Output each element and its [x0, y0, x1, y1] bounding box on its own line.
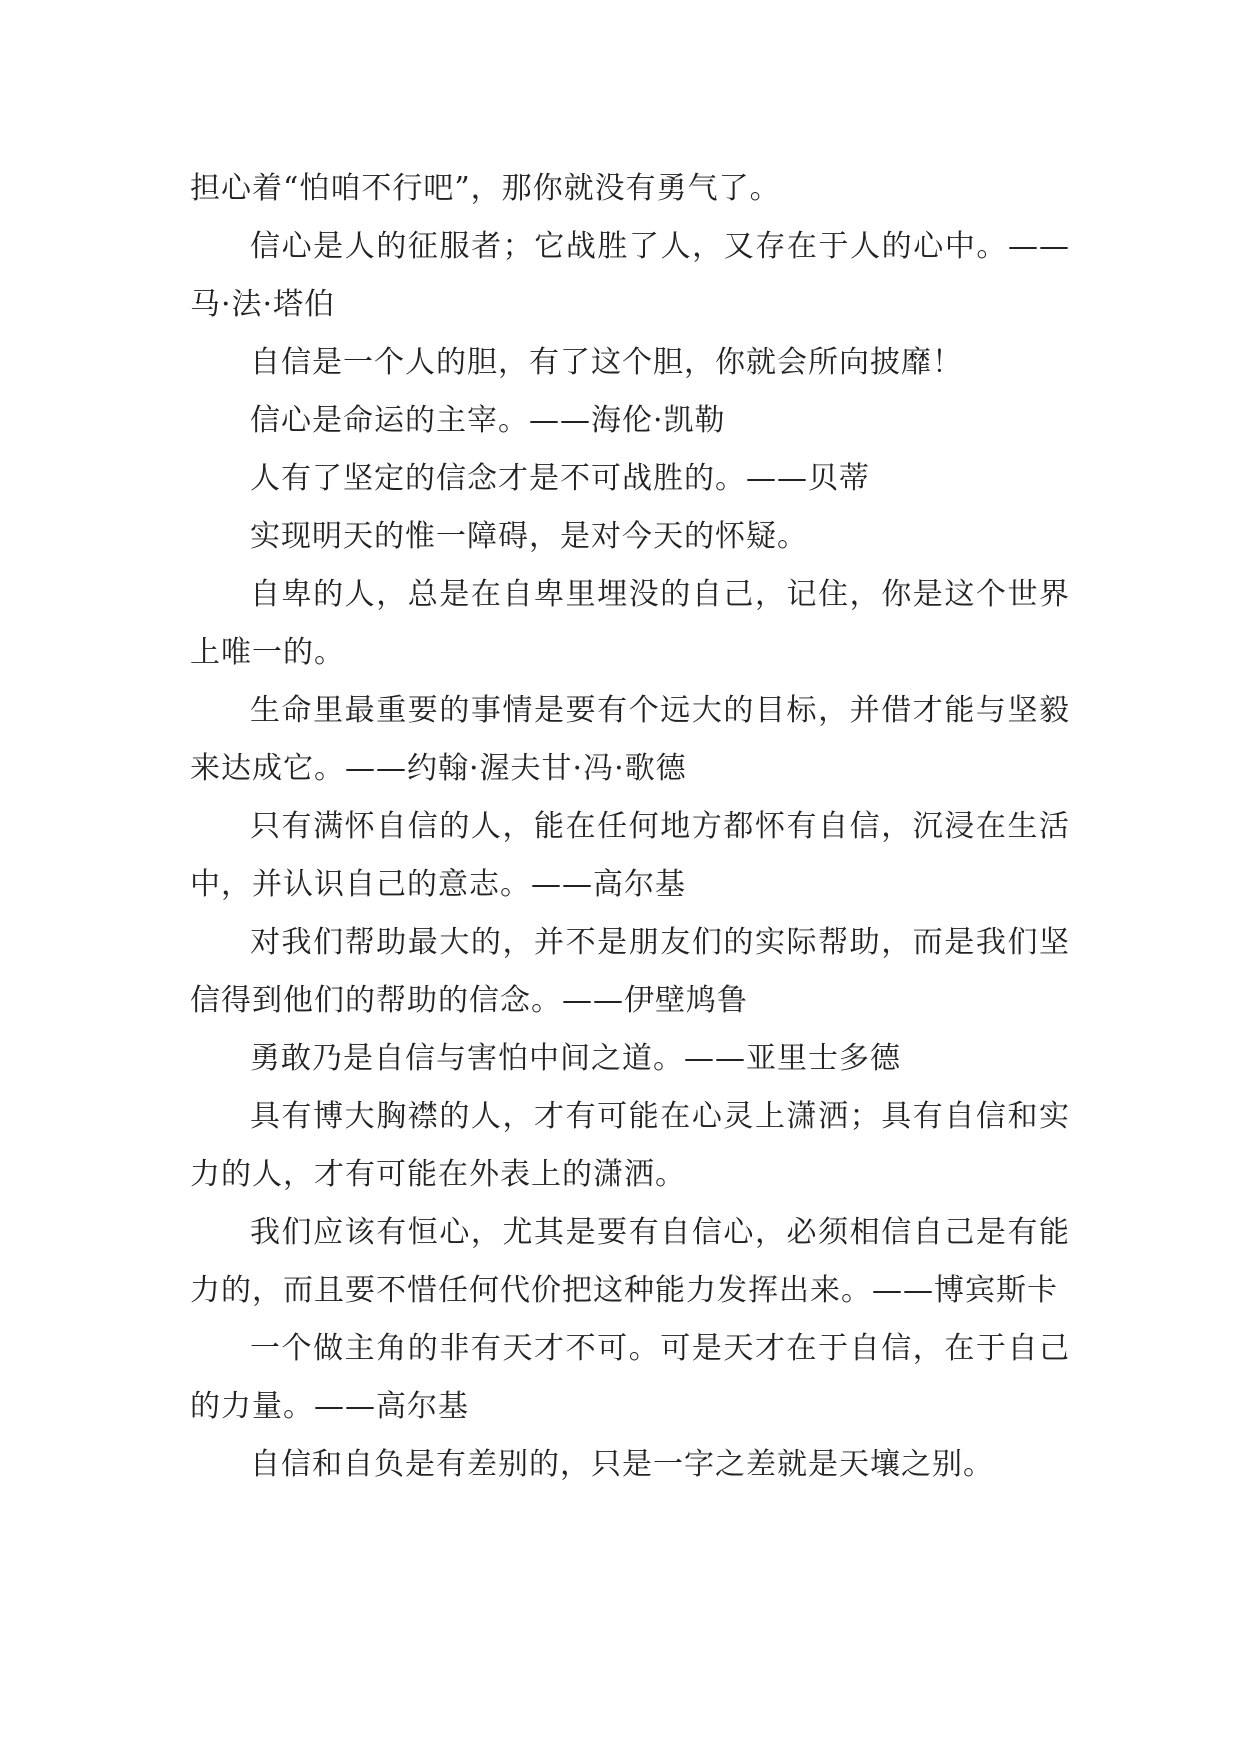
- document-body: [190, 160, 1070, 1494]
- quote-paragraph: 具有博大胸襟的人，才有可能在心灵上潇洒；具有自信和实力的人，才有可能在外表上的潇洒。: [190, 1099, 1070, 1192]
- quote-paragraph: 自卑的人，总是在自卑里埋没的自己，记住，你是这个世界上唯一的。: [190, 577, 1070, 670]
- quote-paragraph: 自信和自负是有差别的，只是一字之差就是天壤之别。: [250, 1447, 994, 1482]
- quote-paragraph: 勇敢乃是自信与害怕中间之道。——亚里士多德: [250, 1041, 901, 1076]
- quote-paragraph: 信心是人的征服者；它战胜了人，又存在于人的心中。——马·法·塔伯: [190, 229, 1070, 322]
- quote-paragraph: 生命里最重要的事情是要有个远大的目标，并借才能与坚毅来达成它。——约翰·渥夫甘·冯·歌德: [190, 693, 1070, 786]
- quote-paragraph: 对我们帮助最大的，并不是朋友们的实际帮助，而是我们坚信得到他们的帮助的信念。——伊壁鸠鲁: [190, 925, 1070, 1018]
- quote-paragraph: 人有了坚定的信念才是不可战胜的。——贝蒂: [250, 461, 870, 496]
- quote-paragraph: 我们应该有恒心，尤其是要有自信心，必须相信自己是有能力的，而且要不惜任何代价把这种能力发挥出来。——博宾斯卡: [190, 1215, 1070, 1308]
- quote-paragraph: 一个做主角的非有天才不可。可是天才在于自信，在于自己的力量。——高尔基: [190, 1331, 1070, 1424]
- quote-paragraph: 信心是命运的主宰。——海伦·凯勒: [250, 403, 726, 438]
- quote-paragraph: 只有满怀自信的人，能在任何地方都怀有自信，沉浸在生活中，并认识自己的意志。——高尔基: [190, 809, 1070, 902]
- quote-paragraph: 自信是一个人的胆，有了这个胆，你就会所向披靡！: [250, 345, 963, 380]
- quote-paragraph: 实现明天的惟一障碍，是对今天的怀疑。: [250, 519, 808, 554]
- paragraph: 担心着“怕咱不行吧”，那你就没有勇气了。: [190, 171, 781, 206]
